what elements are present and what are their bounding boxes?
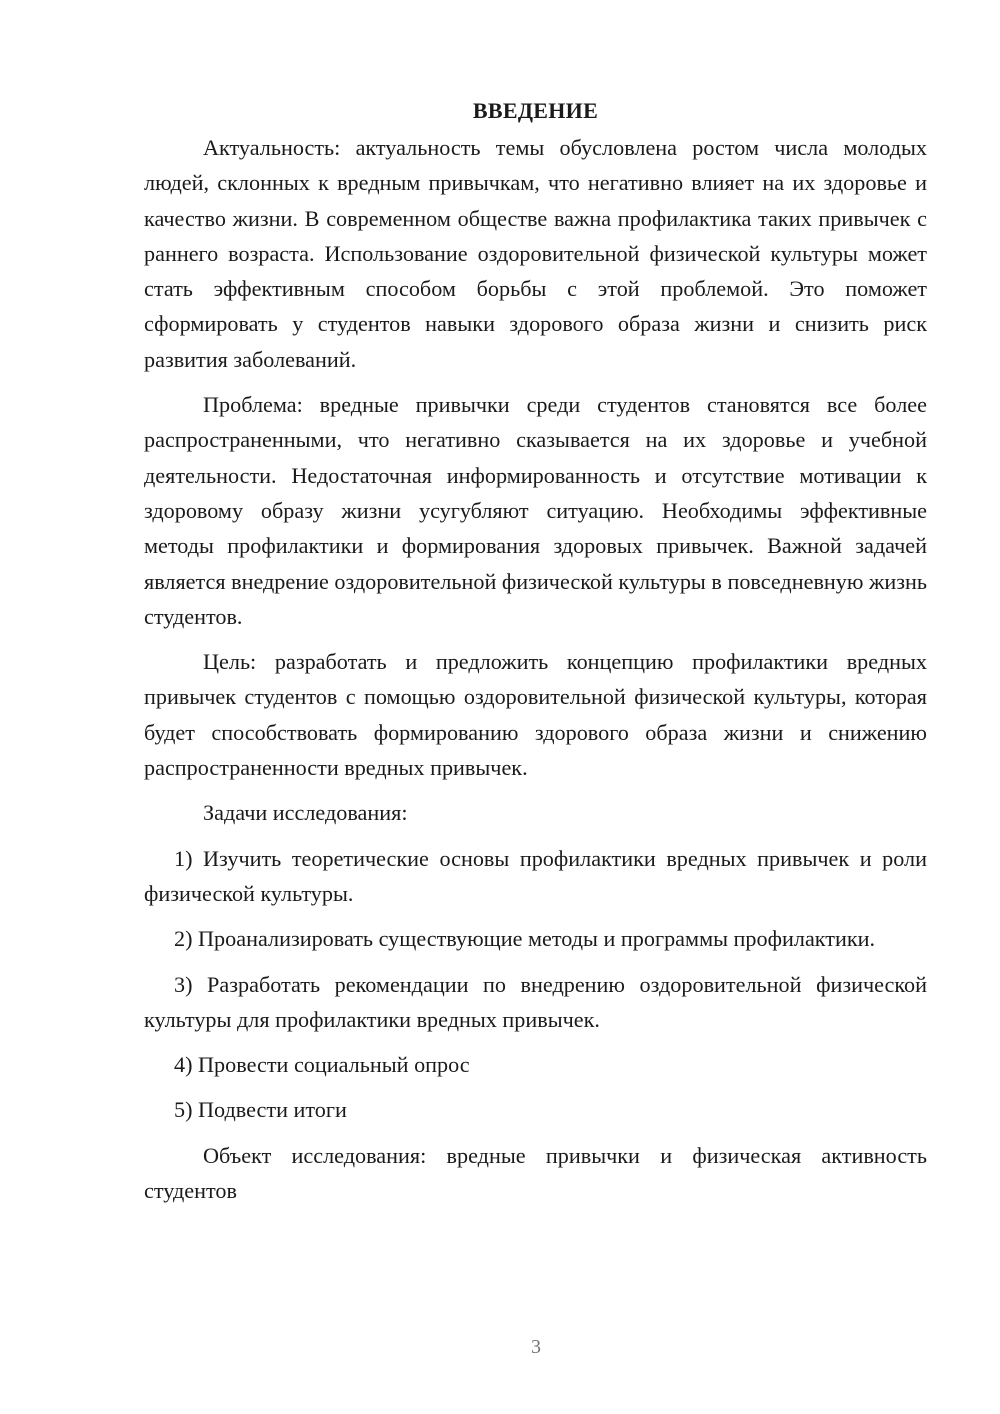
page-number: 3 [531,1336,541,1358]
task-item-1: 1) Изучить теоретические основы профилактики вредных привычек и роли физической культуры. [144,845,927,906]
tasks-heading: Задачи исследования: [203,800,408,826]
task-item-5: 5) Подвести итоги [174,1097,347,1123]
document-title: ВВЕДЕНИЕ [472,98,599,123]
task-item-2: 2) Проанализировать существующие методы и программы профилактики. [174,926,876,952]
task-item-3: 3) Разработать рекомендации по внедрению оздоровительной физической культуры для профилактики вредных привычек. [144,971,927,1032]
object-paragraph: Объект исследования: вредные привычки и физическая активность студентов [144,1142,927,1204]
problem-paragraph: Проблема: вредные привычки среди студентов становятся все более распространенными, что негативно сказывается на их здоровье и учебной деятельности. Недостаточная информированность и отсутствие мотивации к здоровому образу жизни усугубляют ситуацию. Необходимы эффективные методы профилактики и формирования здоровых привычек. Важной задачей является внедрение оздоровительной физической культуры в повседневную жизнь студентов. [144,392,927,629]
relevance-paragraph: Актуальность: актуальность темы обусловлена ростом числа молодых людей, склонных к вредным привычкам, что негативно влияет на их здоровье и качество жизни. В современном обществе важна профилактика таких привычек с раннего возраста. Использование оздоровительной физической культуры может стать эффективным способом борьбы с этой проблемой. Это поможет сформировать у студентов навыки здорового образа жизни и снизить риск развития заболеваний. [144,135,927,372]
document-page [144,96,927,1218]
goal-paragraph: Цель: разработать и предложить концепцию профилактики вредных привычек студентов с помощью оздоровительной физической культуры, которая будет способствовать формированию здорового образа жизни и снижению распространенности вредных привычек. [144,649,927,781]
task-item-4: 4) Провести социальный опрос [174,1052,470,1078]
